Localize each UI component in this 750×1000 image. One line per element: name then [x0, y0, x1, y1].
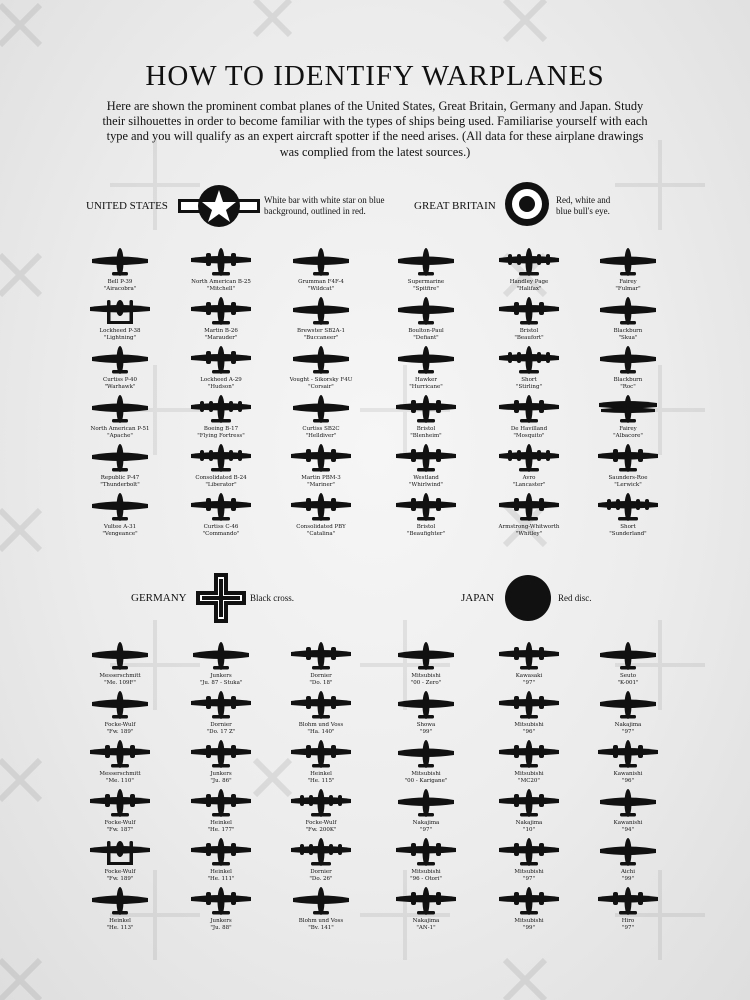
aircraft-label: Focke-Wulf "Fw. 187" [104, 820, 136, 833]
aircraft-entry [166, 837, 276, 891]
aircraft-label: Lockheed A-29 "Hudson" [200, 377, 242, 390]
aircraft-silhouette-icon [598, 296, 658, 326]
aircraft-entry [166, 394, 276, 448]
aircraft-silhouette-icon [598, 443, 658, 473]
aircraft-entry [371, 443, 481, 497]
balkenkreuz-icon [196, 573, 246, 623]
aircraft-label: Vought - Sikorsky F4U "Corsair" [289, 377, 353, 390]
aircraft-entry [166, 345, 276, 399]
aircraft-silhouette-icon [291, 492, 351, 522]
aircraft-entry [266, 690, 376, 744]
aircraft-entry [266, 345, 376, 399]
aircraft-label: Nakajima "97" [614, 722, 642, 735]
aircraft-label: Junkers "Ju. 86" [210, 771, 232, 784]
aircraft-silhouette-icon [191, 837, 251, 867]
aircraft-entry [65, 394, 175, 448]
aircraft-entry [371, 739, 481, 793]
aircraft-silhouette-icon [191, 443, 251, 473]
aircraft-entry [573, 345, 683, 399]
aircraft-silhouette-icon [396, 739, 456, 769]
aircraft-silhouette-icon [396, 641, 456, 671]
aircraft-entry [371, 492, 481, 546]
aircraft-entry [474, 641, 584, 695]
aircraft-silhouette-icon [598, 886, 658, 916]
aircraft-entry [573, 394, 683, 448]
aircraft-silhouette-icon [191, 641, 251, 671]
aircraft-silhouette-icon [291, 394, 351, 424]
aircraft-silhouette-icon [291, 641, 351, 671]
aircraft-entry [573, 690, 683, 744]
aircraft-entry [474, 690, 584, 744]
aircraft-silhouette-icon [499, 394, 559, 424]
aircraft-silhouette-icon [90, 345, 150, 375]
aircraft-label: Blackburn "Skua" [613, 328, 643, 341]
aircraft-label: Martin B-26 "Marauder" [204, 328, 238, 341]
aircraft-silhouette-icon [90, 886, 150, 916]
aircraft-silhouette-icon [396, 394, 456, 424]
aircraft-label: Mitsubishi "MC20" [514, 771, 544, 784]
aircraft-label: Mitsubishi "96 - Otori" [410, 869, 442, 882]
aircraft-silhouette-icon [191, 492, 251, 522]
aircraft-silhouette-icon [499, 345, 559, 375]
aircraft-entry [65, 788, 175, 842]
aircraft-label: Showa "99" [416, 722, 436, 735]
aircraft-silhouette-icon [396, 296, 456, 326]
aircraft-label: Bristol "Beaufort" [514, 328, 544, 341]
aircraft-silhouette-icon [90, 739, 150, 769]
aircraft-entry [266, 788, 376, 842]
aircraft-entry [266, 837, 376, 891]
aircraft-entry [65, 641, 175, 695]
aircraft-entry [166, 788, 276, 842]
aircraft-entry [474, 788, 584, 842]
aircraft-silhouette-icon [191, 394, 251, 424]
aircraft-silhouette-icon [191, 788, 251, 818]
aircraft-label: Short "Stirling" [515, 377, 542, 390]
aircraft-entry [166, 296, 276, 350]
jp-insignia-desc: Red disc. [558, 593, 592, 603]
aircraft-silhouette-icon [598, 641, 658, 671]
country-label-gb: GREAT BRITAIN [414, 200, 496, 212]
aircraft-label: Messerschmitt "Me. 110" [99, 771, 141, 784]
aircraft-silhouette-icon [191, 345, 251, 375]
aircraft-silhouette-icon [598, 788, 658, 818]
aircraft-entry [371, 296, 481, 350]
aircraft-label: Consolidated PBY "Catalina" [296, 524, 346, 537]
aircraft-silhouette-icon [396, 690, 456, 720]
aircraft-label: Heinkel "He. 111" [207, 869, 235, 882]
aircraft-silhouette-icon [396, 443, 456, 473]
aircraft-silhouette-icon [191, 690, 251, 720]
aircraft-label: Dornier "Do. 26" [309, 869, 333, 882]
aircraft-label: Aichi "99" [620, 869, 636, 882]
aircraft-label: Mitsubishi "00 - Karigane" [404, 771, 448, 784]
aircraft-silhouette-icon [499, 296, 559, 326]
aircraft-entry [65, 886, 175, 940]
aircraft-silhouette-icon [191, 886, 251, 916]
aircraft-label: North American B-25 "Mitchell" [191, 279, 251, 292]
aircraft-label: De Havilland "Mosquito" [510, 426, 548, 439]
aircraft-entry [474, 739, 584, 793]
aircraft-silhouette-icon [396, 837, 456, 867]
aircraft-entry [266, 247, 376, 301]
aircraft-label: Armstrong-Whitworth "Whitley" [498, 524, 560, 537]
aircraft-entry [166, 690, 276, 744]
aircraft-entry [65, 837, 175, 891]
aircraft-entry [573, 886, 683, 940]
aircraft-entry [166, 641, 276, 695]
aircraft-entry [371, 345, 481, 399]
aircraft-label: Lockheed P-38 "Lightning" [99, 328, 141, 341]
aircraft-entry [474, 837, 584, 891]
aircraft-label: Republic P-47 "Thunderbolt" [100, 475, 140, 488]
aircraft-entry [266, 394, 376, 448]
aircraft-entry [166, 886, 276, 940]
aircraft-label: Kawanishi "94" [613, 820, 643, 833]
country-label-us: UNITED STATES [86, 200, 168, 212]
aircraft-silhouette-icon [90, 690, 150, 720]
aircraft-label: Blackburn "Roc" [613, 377, 643, 390]
aircraft-silhouette-icon [291, 247, 351, 277]
aircraft-entry [573, 492, 683, 546]
aircraft-label: Fairey "Fulmar" [615, 279, 641, 292]
aircraft-silhouette-icon [291, 837, 351, 867]
country-label-de: GERMANY [131, 592, 187, 604]
aircraft-label: Blohm und Voss "Bv. 141" [298, 918, 344, 931]
aircraft-label: Bristol "Blenheim" [410, 426, 442, 439]
aircraft-entry [266, 443, 376, 497]
aircraft-silhouette-icon [291, 788, 351, 818]
aircraft-label: Avro "Lancaster" [512, 475, 546, 488]
aircraft-entry [573, 296, 683, 350]
aircraft-entry [573, 837, 683, 891]
aircraft-label: Vultee A-31 "Vengeance" [102, 524, 138, 537]
aircraft-silhouette-icon [191, 247, 251, 277]
aircraft-silhouette-icon [90, 247, 150, 277]
aircraft-entry [371, 394, 481, 448]
aircraft-entry [573, 641, 683, 695]
aircraft-entry [474, 394, 584, 448]
aircraft-entry [65, 247, 175, 301]
aircraft-label: Messerschmitt "Me. 109F" [99, 673, 141, 686]
aircraft-entry [474, 247, 584, 301]
aircraft-label: Dornier "Do. 17 Z" [206, 722, 236, 735]
aircraft-entry [266, 886, 376, 940]
aircraft-label: North American P-51 "Apache" [90, 426, 150, 439]
aircraft-silhouette-icon [598, 345, 658, 375]
aircraft-entry [474, 443, 584, 497]
aircraft-label: Kawanishi "96" [613, 771, 643, 784]
aircraft-silhouette-icon [90, 492, 150, 522]
aircraft-label: Saunders-Roe "Lerwick" [608, 475, 648, 488]
aircraft-label: Seuto "K-001" [617, 673, 639, 686]
aircraft-silhouette-icon [291, 739, 351, 769]
aircraft-entry [474, 296, 584, 350]
aircraft-entry [65, 443, 175, 497]
aircraft-entry [371, 886, 481, 940]
aircraft-label: Boulton-Paul "Defiant" [408, 328, 444, 341]
aircraft-silhouette-icon [598, 690, 658, 720]
aircraft-silhouette-icon [291, 296, 351, 326]
aircraft-entry [371, 247, 481, 301]
aircraft-silhouette-icon [499, 739, 559, 769]
aircraft-silhouette-icon [499, 837, 559, 867]
aircraft-label: Supermarine "Spitfire" [407, 279, 445, 292]
aircraft-silhouette-icon [499, 690, 559, 720]
aircraft-label: Mitsubishi "00 - Zero" [410, 673, 442, 686]
aircraft-silhouette-icon [191, 739, 251, 769]
aircraft-silhouette-icon [396, 345, 456, 375]
aircraft-silhouette-icon [499, 443, 559, 473]
aircraft-silhouette-icon [291, 690, 351, 720]
aircraft-silhouette-icon [90, 394, 150, 424]
aircraft-silhouette-icon [291, 345, 351, 375]
aircraft-entry [573, 739, 683, 793]
aircraft-entry [166, 443, 276, 497]
aircraft-silhouette-icon [598, 739, 658, 769]
aircraft-silhouette-icon [396, 886, 456, 916]
page-title: HOW TO IDENTIFY WARPLANES [145, 60, 605, 92]
aircraft-entry [474, 345, 584, 399]
aircraft-label: Short "Sunderland" [609, 524, 647, 537]
aircraft-entry [266, 492, 376, 546]
aircraft-label: Grumman F4F-4 "Wildcat" [298, 279, 344, 292]
aircraft-label: Nakajima "97" [412, 820, 440, 833]
aircraft-entry [573, 247, 683, 301]
aircraft-label: Nakajima "AN-1" [412, 918, 440, 931]
aircraft-silhouette-icon [90, 641, 150, 671]
aircraft-label: Handley Page "Halifax" [509, 279, 549, 292]
aircraft-label: Heinkel "He. 113" [106, 918, 134, 931]
aircraft-entry [573, 788, 683, 842]
aircraft-silhouette-icon [598, 394, 658, 424]
aircraft-entry [266, 296, 376, 350]
aircraft-entry [166, 739, 276, 793]
aircraft-label: Junkers "Ju. 88" [210, 918, 232, 931]
us-roundel-icon [176, 184, 262, 228]
aircraft-label: Bell P-39 "Airacobra" [103, 279, 137, 292]
aircraft-entry [371, 690, 481, 744]
aircraft-silhouette-icon [191, 296, 251, 326]
country-label-jp: JAPAN [461, 592, 495, 604]
aircraft-silhouette-icon [598, 247, 658, 277]
aircraft-entry [474, 886, 584, 940]
aircraft-label: Heinkel "He. 115" [307, 771, 335, 784]
aircraft-silhouette-icon [499, 492, 559, 522]
aircraft-label: Focke-Wulf "Fw. 189" [104, 869, 136, 882]
intro-paragraph: Here are shown the prominent combat planes of the United States, Great Britain, Germany and Japan. Study their silhouettes in order to become familiar with the types of ships being used. Familiarise yourself with each type and you will qualify as an expert aircraft spotter if the need arises. (All data for these airplane drawings was complied from the latest sources.) [102, 99, 648, 159]
aircraft-silhouette-icon [499, 788, 559, 818]
aircraft-label: Curtiss SB2C "Helldiver" [302, 426, 340, 439]
aircraft-label: Mitsubishi "97" [514, 869, 544, 882]
aircraft-entry [371, 837, 481, 891]
aircraft-label: Junkers "Ju. 87 - Stuka" [199, 673, 243, 686]
aircraft-silhouette-icon [291, 886, 351, 916]
aircraft-silhouette-icon [291, 443, 351, 473]
aircraft-entry [266, 739, 376, 793]
aircraft-entry [65, 492, 175, 546]
aircraft-silhouette-icon [499, 247, 559, 277]
aircraft-label: Hiro "97" [621, 918, 635, 931]
aircraft-label: Nakajima "10" [515, 820, 543, 833]
aircraft-label: Curtiss C-46 "Commando" [202, 524, 240, 537]
aircraft-label: Fairey "Albacore" [613, 426, 643, 439]
hinomaru-icon [504, 574, 552, 622]
aircraft-silhouette-icon [499, 886, 559, 916]
aircraft-entry [474, 492, 584, 546]
aircraft-entry [166, 492, 276, 546]
aircraft-silhouette-icon [598, 492, 658, 522]
aircraft-label: Focke-Wulf "Fw. 200K" [305, 820, 337, 833]
aircraft-silhouette-icon [499, 641, 559, 671]
aircraft-label: Boeing B-17 "Flying Fortress" [197, 426, 245, 439]
aircraft-silhouette-icon [396, 492, 456, 522]
aircraft-entry [65, 296, 175, 350]
aircraft-silhouette-icon [90, 296, 150, 326]
aircraft-label: Dornier "Do. 18" [309, 673, 333, 686]
aircraft-label: Westland "Whirlwind" [409, 475, 443, 488]
aircraft-silhouette-icon [598, 837, 658, 867]
aircraft-entry [65, 690, 175, 744]
gb-roundel-icon [504, 181, 550, 227]
aircraft-entry [65, 739, 175, 793]
gb-insignia-desc: Red, white and blue bull's eye. [556, 195, 611, 216]
aircraft-entry [266, 641, 376, 695]
aircraft-label: Focke-Wulf "Fw. 189" [104, 722, 136, 735]
aircraft-silhouette-icon [90, 837, 150, 867]
aircraft-label: Consolidated B-24 "Liberator" [195, 475, 247, 488]
aircraft-label: Bristol "Beaufighter" [406, 524, 445, 537]
de-insignia-desc: Black cross. [250, 593, 294, 603]
aircraft-label: Curtiss P-40 "Warhawk" [103, 377, 137, 390]
aircraft-entry [371, 641, 481, 695]
us-insignia-desc: White bar with white star on blue background, outlined in red. [264, 195, 385, 216]
aircraft-entry [371, 788, 481, 842]
aircraft-silhouette-icon [396, 788, 456, 818]
aircraft-entry [166, 247, 276, 301]
aircraft-label: Martin PBM-3 "Mariner" [301, 475, 341, 488]
aircraft-label: Blohm und Voss "Ha. 140" [298, 722, 344, 735]
aircraft-label: Mitsubishi "96" [514, 722, 544, 735]
aircraft-silhouette-icon [396, 247, 456, 277]
aircraft-label: Hawker "Hurricane" [409, 377, 443, 390]
aircraft-label: Heinkel "He. 177" [207, 820, 235, 833]
aircraft-label: Mitsubishi "99" [514, 918, 544, 931]
aircraft-silhouette-icon [90, 788, 150, 818]
aircraft-label: Kawasaki "97" [515, 673, 543, 686]
aircraft-silhouette-icon [90, 443, 150, 473]
aircraft-entry [573, 443, 683, 497]
aircraft-entry [65, 345, 175, 399]
aircraft-label: Brewster SB2A-1 "Buccaneer" [297, 328, 345, 341]
